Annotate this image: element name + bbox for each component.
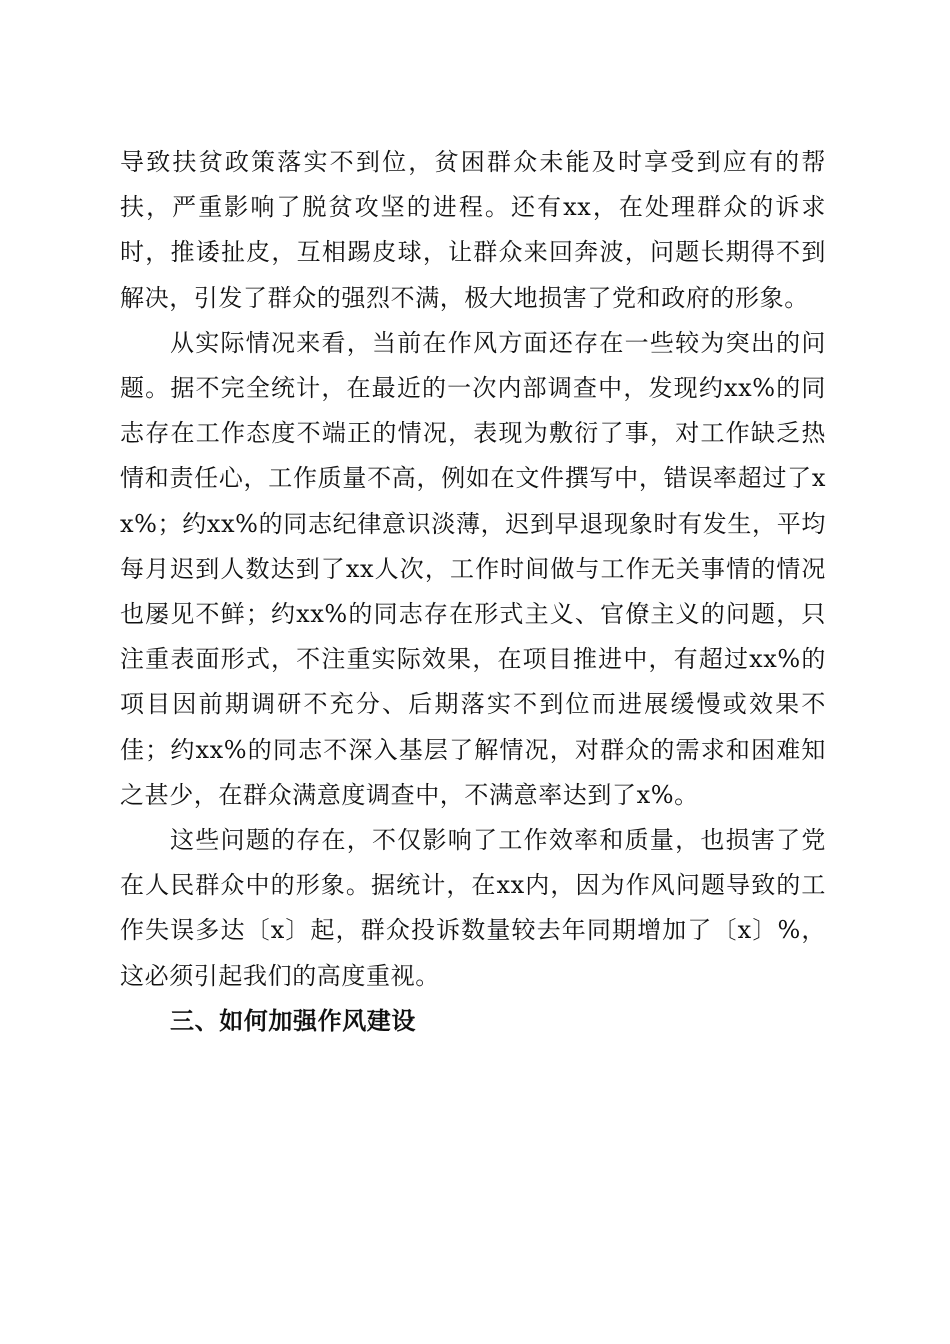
paragraph-impact: 这些问题的存在，不仅影响了工作效率和质量，也损害了党在人民群众中的形象。据统计，在xx内，因为作风问题导致的工作失误多达〔x〕起，群众投诉数量较去年同期增加了〔x〕%，这必须引起我们的高度重视。 [120, 826, 826, 990]
document-body [120, 140, 826, 1044]
paragraph-continuation: 导致扶贫政策落实不到位，贫困群众未能及时享受到应有的帮扶，严重影响了脱贫攻坚的进程。还有xx，在处理群众的诉求时，推诿扯皮，互相踢皮球，让群众来回奔波，问题长期得不到解决，引发了群众的强烈不满，极大地损害了党和政府的形象。 [120, 148, 826, 312]
paragraph-current-issues: 从实际情况来看，当前在作风方面还存在一些较为突出的问题。据不完全统计，在最近的一次内部调查中，发现约xx%的同志存在工作态度不端正的情况，表现为敷衍了事，对工作缺乏热情和责任心，工作质量不高，例如在文件撰写中，错误率超过了xx%；约xx%的同志纪律意识淡薄，迟到早退现象时有发生，平均每月迟到人数达到了xx人次，工作时间做与工作无关事情的情况也屡见不鲜；约xx%的同志存在形式主义、官僚主义的问题，只注重表面形式，不注重实际效果，在项目推进中，有超过xx%的项目因前期调研不充分、后期落实不到位而进展缓慢或效果不佳；约xx%的同志不深入基层了解情况，对群众的需求和困难知之甚少，在群众满意度调查中，不满意率达到了x%。 [120, 328, 826, 809]
section-heading: 三、如何加强作风建设 [170, 1006, 416, 1035]
